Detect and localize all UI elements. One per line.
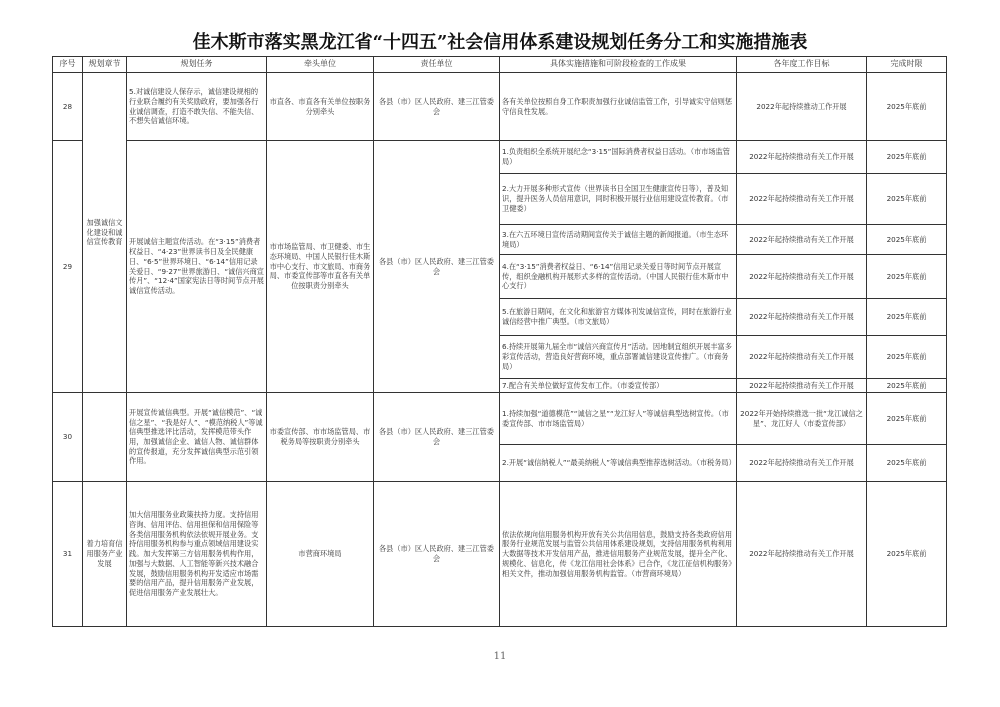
row-goal: 2022年起持续推动有关工作开展 [737,482,867,627]
row-measure: 各有关单位按照自身工作职责加强行业诚信监管工作，引导诚实守信则惩守信良性发展。 [500,73,737,141]
row-lead: 市营商环境局 [267,482,374,627]
task-table [52,56,947,627]
table-row-28 [53,73,947,141]
row-deadline: 2025年底前 [867,299,947,336]
row-deadline: 2025年底前 [867,393,947,445]
row-deadline: 2025年底前 [867,174,947,225]
table-row-31 [53,482,947,627]
row-resp: 各县（市）区人民政府、建三江管委会 [374,73,500,141]
header-chapter: 规划章节 [83,57,127,73]
row-measure: 7.配合有关单位做好宣传发布工作。（市委宣传部） [500,379,737,393]
row-deadline: 2025年底前 [867,73,947,141]
header-task: 规划任务 [127,57,267,73]
row-chapter: 着力培育信用服务产业发展 [83,482,127,627]
row-goal: 2022年起持续推动有关工作开展 [737,299,867,336]
table-row-30 [53,393,947,445]
row-lead: 市直各、市直各有关单位按职务分别牵头 [267,73,374,141]
page-number: 11 [493,651,507,662]
header-no: 序号 [53,57,83,73]
row-measure: 1.持续加强“道德模范”“诚信之星”“龙江好人”等诚信典型选树宣传。（市委宣传部、市市场监管局） [500,393,737,445]
row-deadline: 2025年底前 [867,225,947,255]
row-task: 5.对诚信建设人保存示，诚信建设规相的行业联合履约有关奖励政府，要加强各行业诚信调查，打造不敢失信、不能失信、不想失信诚信环境。 [127,73,267,141]
document-title: 佳木斯市落实黑龙江省“十四五”社会信用体系建设规划任务分工和实施措施表 [192,32,808,53]
row-no: 30 [53,393,83,482]
row-goal: 2022年起持续推动有关工作开展 [737,141,867,174]
table-header-row [53,57,947,73]
row-deadline: 2025年底前 [867,255,947,299]
row-measure: 依法依规向信用服务机构开放有关公共信用信息，鼓励支持各类政府信用服务行业规范发展与监管公共信用体系建设规划，支持信用服务机构利用大数据等技术开发信用产品，推进信用服务产业规范发展，提升全产化、规模化、信息化，传《龙江信用社会体系》已合作，《龙江征信机构服务》相关文件，推动加强信用服务机构监管。（市营商环境局） [500,482,737,627]
row-goal: 2022年起持续推动有关工作开展 [737,445,867,482]
row-goal: 2022年起持续推动有关工作开展 [737,379,867,393]
row-goal: 2022年起持续推动有关工作开展 [737,336,867,379]
row-measure: 1.负责组织全系统开展纪念“3·15”国际消费者权益日活动。（市市场监管局） [500,141,737,174]
row-measure: 2.大力开展多种形式宣传（世界读书日全国卫生健康宣传日等），普及知识，提升医务人员信用意识，同时积极开展行业信用建设宣传教育。（市卫健委） [500,174,737,225]
header-resp: 责任单位 [374,57,500,73]
row-resp: 各县（市）区人民政府、建三江管委会 [374,141,500,393]
row-lead: 市市场监管局、市卫健委、市生态环境局、中国人民银行佳木斯市中心支行、市文旅局、市商务局、市委宣传部等市直各有关单位按职责分别牵头 [267,141,374,393]
row-chapter [83,393,127,482]
row-measure: 5.在旅游日期间，在文化和旅游官方媒体刊发诚信宣传，同时在旅游行业诚信经营中推广典型。（市文旅局） [500,299,737,336]
row-task: 加大信用服务业政策扶持力度。支持信用咨询、信用评估、信用担保和信用保险等各类信用服务机构依法依规开展业务。支持信用服务机构参与重点领域信用建设实践。加大发挥第三方信用服务机构作用，加强与大数据、人工智能等新兴技术融合发展，鼓励信用服务机构开发适应市场需要的信用产品，提升信用服务产业发展，促进信用服务产业发展壮大。 [127,482,267,627]
row-task: 开展诚信主题宣传活动。在“3·15”消费者权益日、“4·23”世界读书日及全民健康日、“6·5”世界环境日、“6·14”信用记录关爱日、“9·27”世界旅游日、“诚信兴商宣传月”、“12·4”国家宪法日等时间节点开展诚信宣传活动。 [127,141,267,393]
row-goal: 2022年起持续推动工作开展 [737,73,867,141]
row-deadline: 2025年底前 [867,379,947,393]
row-goal: 2022年起持续推动有关工作开展 [737,174,867,225]
header-deadline: 完成时限 [867,57,947,73]
row-deadline: 2025年底前 [867,336,947,379]
row-no: 28 [53,73,83,141]
header-measure: 具体实施措施和可阶段检查的工作成果 [500,57,737,73]
row-measure: 3.在六五环境日宣传活动期间宣传关于诚信主题的新闻报道。（市生态环境局） [500,225,737,255]
row-deadline: 2025年底前 [867,445,947,482]
row-deadline: 2025年底前 [867,482,947,627]
row-task: 开展宣传诚信典型。开展“诚信模范”、“诚信之星”、“我是好人”、“模范纳税人”等诚信典型推选评比活动，发挥模范带头作用，加强诚信企业、诚信人物、诚信群体的宣传报道，充分发挥诚信典型示范引领作用。 [127,393,267,482]
row-goal: 2022年起持续推动有关工作开展 [737,225,867,255]
row-goal: 2022年起持续推动有关工作开展 [737,255,867,299]
row-resp: 各县（市）区人民政府、建三江管委会 [374,482,500,627]
row-no: 31 [53,482,83,627]
row-deadline: 2025年底前 [867,141,947,174]
row-resp: 各县（市）区人民政府、建三江管委会 [374,393,500,482]
row-measure: 6.持续开展第九届全市“诚信兴商宣传月”活动。因地制宜组织开展丰富多彩宣传活动，营造良好营商环境，重点部署诚信建设宣传推广。（市商务局） [500,336,737,379]
row-lead: 市委宣传部、市市场监管局、市税务局等按职责分别牵头 [267,393,374,482]
row-no: 29 [53,141,83,393]
row-measure: 2.开展“诚信纳税人”“最美纳税人”等诚信典型推荐选树活动。（市税务局） [500,445,737,482]
row-goal: 2022年开始持续推选一批“龙江诚信之星”、龙江好人（市委宣传部） [737,393,867,445]
table-row-29 [53,141,947,174]
row-chapter: 加强诚信文化建设和诚信宣传教育 [83,73,127,393]
header-lead: 牵头单位 [267,57,374,73]
row-measure: 4.在“3·15”消费者权益日、“6·14”信用记录关爱日等时间节点开展宣传，组织金融机构开展形式多样的宣传活动。（中国人民银行佳木斯市中心支行） [500,255,737,299]
header-goal: 各年度工作目标 [737,57,867,73]
